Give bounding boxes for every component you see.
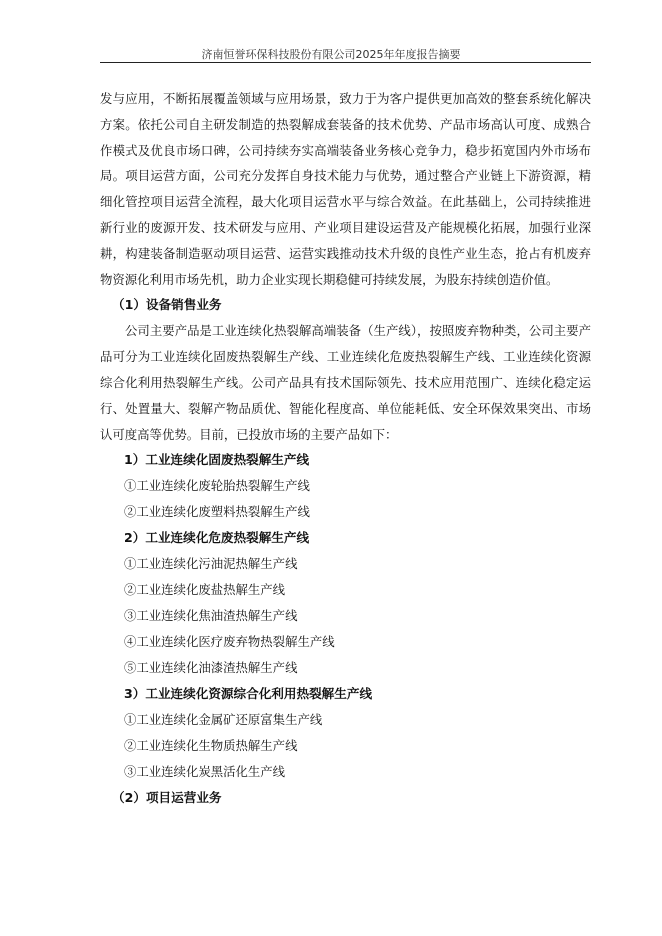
list-item: ⑤工业连续化油漆渣热解生产线: [124, 660, 298, 676]
equipment-sales-paragraph: 公司主要产品是工业连续化热裂解高端装备（生产线），按照废弃物种类，公司主要产品可分为工业连续化固废热裂解生产线、工业连续化危废热裂解生产线、工业连续化资源综合化利用热裂解生产线。公司产品具有技术国际领先、技术应用范围广、连续化稳定运行、处置量大、裂解产物品质优、智能化程度高、单位能耗低、安全环保效果突出、市场认可度高等优势。目前，已投放市场的主要产品如下：: [100, 323, 591, 442]
list-item: ①工业连续化污油泥热解生产线: [124, 556, 298, 572]
product-group-solid-waste-title: 1）工业连续化固废热裂解生产线: [124, 452, 310, 468]
list-item: ④工业连续化医疗废弃物热裂解生产线: [124, 634, 335, 650]
page-body: [100, 86, 591, 811]
list-item: ②工业连续化废盐热解生产线: [124, 582, 286, 598]
page-header: 济南恒誉环保科技股份有限公司2025年年度报告摘要: [201, 48, 461, 61]
section-project-operation-title: （2）项目运营业务: [112, 790, 222, 806]
product-group-hazardous-waste-title: 2）工业连续化危废热裂解生产线: [124, 530, 310, 546]
list-item: ②工业连续化生物质热解生产线: [124, 738, 298, 754]
list-item: ②工业连续化废塑料热裂解生产线: [124, 504, 310, 520]
product-group-resource-utilization-title: 3）工业连续化资源综合化利用热裂解生产线: [124, 686, 373, 702]
header-divider: [100, 62, 591, 63]
section-equipment-sales-title: （1）设备销售业务: [112, 297, 222, 313]
list-item: ③工业连续化炭黑活化生产线: [124, 764, 286, 780]
intro-paragraph: 发与应用，不断拓展覆盖领域与应用场景，致力于为客户提供更加高效的整套系统化解决方案。依托公司自主研发制造的热裂解成套装备的技术优势、产品市场高认可度、成熟合作模式及优良市场口碑，公司持续夯实高端装备业务核心竞争力，稳步拓宽国内外市场布局。项目运营方面，公司充分发挥自身技术能力与优势，通过整合产业链上下游资源，精细化管控项目运营全流程，最大化项目运营水平与综合效益。在此基础上，公司持续推进新行业的废源开发、技术研发与应用、产业项目建设运营及产能规模化拓展，加强行业深耕，构建装备制造驱动项目运营、运营实践推动技术升级的良性产业生态，抢占有机废弃物资源化利用市场先机，助力企业实现长期稳健可持续发展，为股东持续创造价值。: [100, 91, 591, 287]
list-item: ③工业连续化焦油渣热解生产线: [124, 608, 298, 624]
list-item: ①工业连续化废轮胎热裂解生产线: [124, 478, 310, 494]
list-item: ①工业连续化金属矿还原富集生产线: [124, 712, 323, 728]
